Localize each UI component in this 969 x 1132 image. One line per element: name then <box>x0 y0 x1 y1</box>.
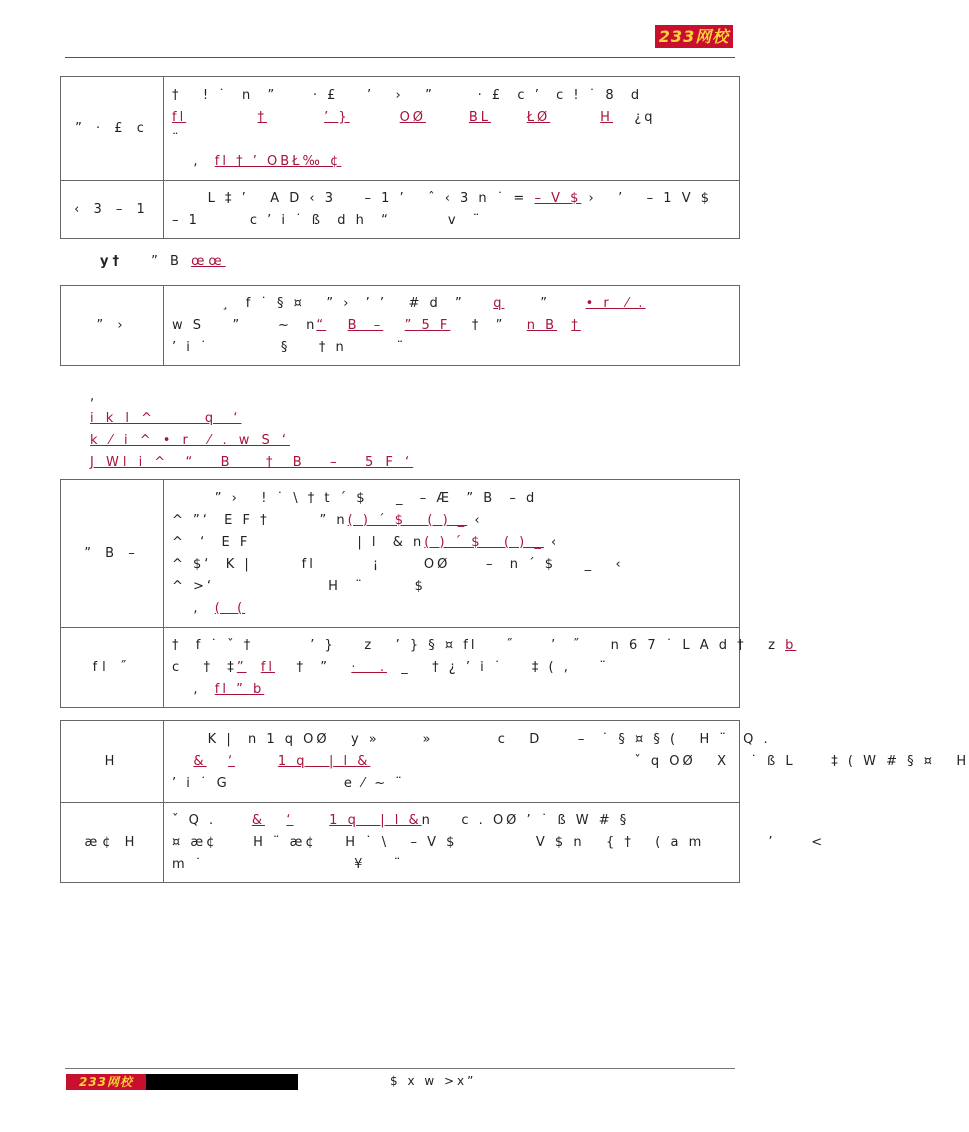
text-line <box>172 679 731 701</box>
inline-text: ^ ‘ E F | l & n <box>172 534 425 550</box>
inline-text: † ” <box>471 317 506 333</box>
row-label: H <box>61 721 164 803</box>
text-line: † ! ˙ n ” · £ ’ › ” · £ c ’ c ! ˙ 8 d <box>172 87 643 103</box>
footer-rule <box>65 1068 735 1069</box>
footer-bar <box>66 1074 298 1090</box>
text-line: ^ >‘ H ¨ $ <box>172 578 426 594</box>
inline-text: ” <box>540 295 550 311</box>
section-line <box>100 254 226 269</box>
inline-link[interactable]: 1 q | l & <box>329 812 422 828</box>
inline-link[interactable]: fl <box>172 109 187 125</box>
inline-link[interactable]: ‘ <box>227 753 236 769</box>
text-line <box>172 810 731 832</box>
text-line: ’ i ˙ G e ⁄ ~ ¨ <box>172 775 405 791</box>
text-line <box>172 598 731 620</box>
inline-text: _ † ¿ ’ i ˙ ‡ ( , ¨ <box>401 659 609 675</box>
text-line: ’ i ˙ § † n ¨ <box>172 339 407 355</box>
row-text <box>164 480 740 628</box>
inline-text: ¸ f ˙ § ¤ ” › ’ ’ # d ” <box>172 295 465 311</box>
table-row <box>61 721 740 803</box>
inline-link[interactable]: † <box>571 317 581 333</box>
row-text <box>164 181 740 239</box>
inline-link[interactable]: ŁØ <box>526 109 551 125</box>
inline-link[interactable]: • r ⁄ . <box>585 295 646 311</box>
row-text <box>164 803 826 883</box>
list-item <box>90 408 413 430</box>
inline-text: ‹ <box>551 534 560 550</box>
list-link[interactable]: J Wl i ^ “ B † B – 5 F ‘ <box>90 455 414 470</box>
inline-link[interactable]: B – <box>347 317 384 333</box>
text-line: K | n 1 q OØ y » » c D – ˙ § ¤ § ( H ¨ Q . <box>172 731 771 747</box>
inline-link[interactable]: n B <box>526 317 558 333</box>
row-label: ‹ 3 – 1 <box>61 181 164 239</box>
table-row <box>61 181 740 239</box>
text-line: ¨ <box>172 131 182 147</box>
row-label: æ¢ H <box>61 803 164 883</box>
text-line: ^ $‘ K | fl ¡ OØ – n ´ $ _ ‹ <box>172 556 624 572</box>
inline-link[interactable]: · . <box>351 659 388 675</box>
row-label: ” › <box>61 286 164 366</box>
inline-link[interactable]: œœ <box>191 254 226 269</box>
inline-link[interactable]: ( ) ´ $ ( ) _ <box>424 534 544 550</box>
inline-text: † f ˙ ˇ † ’ } z ’ } § ¤ fl ˝ ’ ˝ n 6 7 ˙ L A d † z <box>172 637 778 653</box>
inline-text: ^ ”‘ E F † ” n <box>172 512 348 528</box>
inline-text: n <box>421 812 433 828</box>
text-line: ¤ æ¢ H ¨ æ¢ H ˙ \ – V $ V $ n { † ( a m ’ < <box>172 834 826 850</box>
inline-text: ˇ q OØ X ˙ ß L ‡ ( W # § ¤ H <box>370 753 969 769</box>
inline-link[interactable]: BL <box>468 109 492 125</box>
text-line <box>172 635 797 657</box>
text-line: ” › ! ˙ \ † t ´ $ _ – Æ ” B – d <box>172 490 538 506</box>
list-lead: , <box>90 389 99 404</box>
inline-text: c † ‡ <box>172 659 237 675</box>
header-rule <box>65 57 735 58</box>
inline-text: ¿q <box>634 109 656 125</box>
inline-text: ˇ Q . <box>172 812 217 828</box>
inline-link[interactable]: & <box>193 753 207 769</box>
inline-link[interactable]: ( ( <box>214 600 246 616</box>
text-line <box>172 657 731 679</box>
inline-link[interactable]: ’ } <box>324 109 350 125</box>
inline-link[interactable]: – V $ <box>534 190 582 206</box>
row-text <box>164 721 969 803</box>
inline-link[interactable]: H <box>600 109 613 125</box>
inline-link[interactable]: ” <box>236 659 247 675</box>
list-link[interactable]: i k l ^ q ‘ <box>90 411 242 426</box>
inline-link[interactable]: ( ) ´ $ ( ) _ <box>347 512 468 528</box>
row-text <box>164 77 740 181</box>
inline-link[interactable]: fl <box>260 659 276 675</box>
inline-link[interactable]: & <box>251 812 265 828</box>
text-line <box>172 188 731 210</box>
inline-text: , <box>172 681 201 697</box>
list-link[interactable]: k ⁄ i ^ • r ⁄ . w S ‘ <box>90 433 290 448</box>
table-4 <box>60 720 969 883</box>
inline-link[interactable]: ” 5 F <box>404 317 451 333</box>
table-2 <box>60 285 740 366</box>
text-line <box>172 315 731 337</box>
text-line: – 1 c ’ i ˙ ß d h “ v ¨ <box>172 212 483 228</box>
inline-text: › ’ – 1 V $ <box>588 190 713 206</box>
text-line: m ˙ ¥ ¨ <box>172 856 404 872</box>
row-text <box>164 286 740 366</box>
inline-text: c . OØ ’ ˙ ß W # § <box>461 812 630 828</box>
list-item <box>90 452 413 474</box>
inline-link[interactable]: “ <box>316 317 327 333</box>
text-line <box>172 510 731 532</box>
section-text: ” B <box>151 254 183 269</box>
row-label: fl ˝ <box>61 628 164 708</box>
text-line <box>172 151 731 173</box>
table-3 <box>60 479 797 708</box>
inline-link[interactable]: ‘ <box>286 812 294 828</box>
table-1 <box>60 76 740 239</box>
table-row <box>61 803 740 883</box>
table-row <box>61 480 740 628</box>
inline-link[interactable]: fl † ’ OBŁ‰ ¢ <box>214 153 342 169</box>
inline-text: ‹ <box>474 512 483 528</box>
inline-link[interactable]: q <box>493 295 505 311</box>
text-line <box>172 751 969 773</box>
list-item <box>90 430 413 452</box>
inline-link[interactable]: 1 q | l & <box>277 753 371 769</box>
row-label: ” · £ c <box>61 77 164 181</box>
inline-text: L ‡ ’ A D ‹ 3 – 1 ’ ˆ ‹ 3 n ˙ = <box>172 190 528 206</box>
inline-text: , <box>172 153 201 169</box>
inline-link[interactable]: b <box>785 637 797 653</box>
text-line <box>172 293 731 315</box>
inline-text: † ” <box>296 659 330 675</box>
row-text <box>164 628 797 708</box>
inline-text: w S ” ~ n <box>172 317 317 333</box>
link-list <box>90 386 413 474</box>
inline-link[interactable]: fl ” b <box>214 681 265 697</box>
site-logo[interactable]: 233网校 <box>655 25 733 48</box>
table-row <box>61 77 740 181</box>
inline-link[interactable]: OØ <box>399 109 427 125</box>
table-row <box>61 286 740 366</box>
section-prefix: y† <box>100 254 123 269</box>
text-line <box>172 107 731 129</box>
table-row <box>61 628 740 708</box>
inline-link[interactable]: † <box>257 109 268 125</box>
inline-text: , <box>172 600 201 616</box>
page-number: $ x w >x” <box>390 1074 477 1088</box>
footer-logo[interactable]: 233网校 <box>66 1074 146 1090</box>
row-label: ” B – <box>61 480 164 628</box>
text-line <box>172 532 731 554</box>
